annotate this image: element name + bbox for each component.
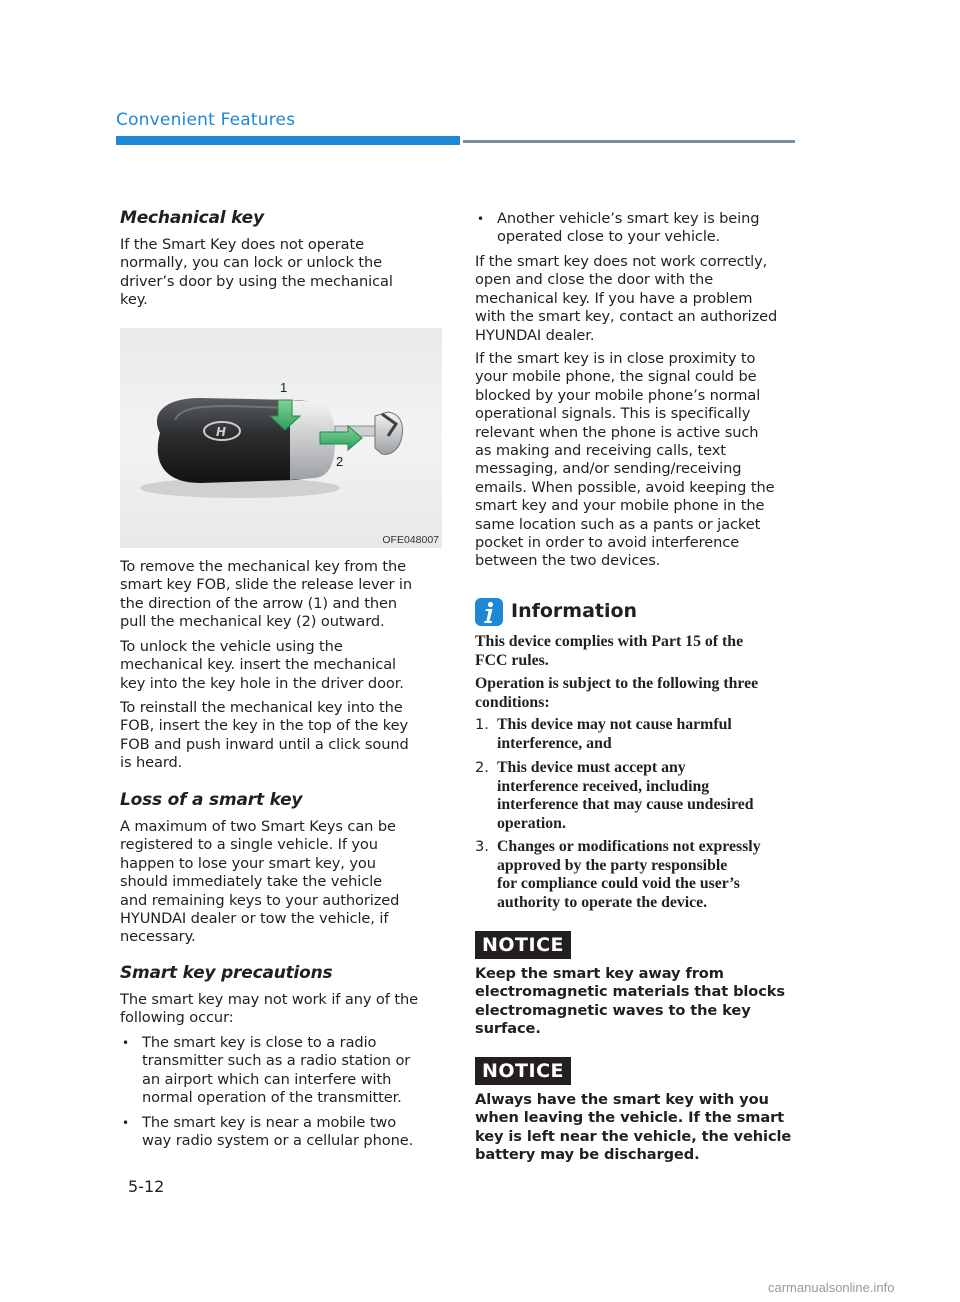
remove-key-paragraph: To remove the mechanical key from the smart key FOB, slide the release lever in the direction of the arrow (1) and then pull the mechanical key (2) outward. bbox=[120, 558, 413, 631]
condition-number: 3. bbox=[475, 838, 489, 855]
condition-number: 1. bbox=[475, 716, 489, 733]
loss-paragraph: A maximum of two Smart Keys can be registered to a single vehicle. If you happen to lose your smart key, you should immediately take the vehicle and remaining keys to your authorized HYUNDAI dealer or tow the vehicle, if necessary. bbox=[120, 818, 400, 946]
reinstall-paragraph: To reinstall the mechanical key into the FOB, insert the key in the top of the key FOB and push inward until a click sound is heard. bbox=[120, 699, 409, 772]
bullet-dot-icon: • bbox=[122, 1116, 129, 1130]
figure-label-1: 1 bbox=[280, 380, 288, 395]
condition-text: This device must accept any interference received, including interference that may cause undesired operation. bbox=[497, 759, 754, 832]
bullet-text: The smart key is close to a radio transmitter such as a radio station or an airport which can interfere with normal operation of the transmitter. bbox=[142, 1034, 411, 1107]
condition-text: This device may not cause harmful interference, and bbox=[497, 716, 732, 752]
bullet-dot-icon: • bbox=[477, 212, 484, 226]
header-accent-bar bbox=[116, 136, 460, 145]
bullet-mobile-radio bbox=[120, 1114, 452, 1151]
bullet-dot-icon: • bbox=[122, 1036, 129, 1050]
information-title: Information bbox=[511, 600, 638, 622]
condition-item-2 bbox=[475, 759, 807, 833]
heading-loss-of-smart-key: Loss of a smart key bbox=[120, 790, 303, 810]
condition-item-1 bbox=[475, 716, 807, 753]
section-title: Convenient Features bbox=[116, 110, 296, 130]
fcc-compliance-text: This device complies with Part 15 of the FCC rules. bbox=[475, 633, 744, 669]
condition-item-3 bbox=[475, 838, 807, 912]
notice-electromagnetic-text: Keep the smart key away from electromagnetic materials that blocks electromagnetic waves to the key surface. bbox=[475, 965, 785, 1038]
bullet-another-vehicle bbox=[475, 210, 817, 247]
precautions-intro: The smart key may not work if any of the following occur: bbox=[120, 991, 418, 1027]
header-rule bbox=[463, 140, 795, 143]
notice-badge: NOTICE bbox=[475, 931, 571, 959]
condition-number: 2. bbox=[475, 759, 489, 776]
watermark: carmanualsonline.info bbox=[768, 1280, 895, 1295]
information-icon bbox=[475, 598, 503, 626]
mobile-phone-paragraph: If the smart key is in close proximity to your mobile phone, the signal could be blocked by your mobile phone’s normal operational signals. This is specifically relevant when the phone is active such as making and receiving calls, text messaging, and/or sending/receiving emails. When possible, avoid keeping the smart key and your mobile phone in the same location such as a pants or jacket pocket in order to avoid interference between the two devices. bbox=[475, 350, 775, 570]
notice-badge: NOTICE bbox=[475, 1057, 571, 1085]
notice-battery-text: Always have the smart key with you when leaving the vehicle. If the smart key is left near the vehicle, the vehicle battery may be discharged. bbox=[475, 1091, 792, 1164]
operation-conditions-text: Operation is subject to the following three conditions: bbox=[475, 675, 759, 711]
heading-mechanical-key: Mechanical key bbox=[120, 208, 264, 228]
heading-smart-key-precautions: Smart key precautions bbox=[120, 963, 333, 983]
bullet-text: Another vehicle’s smart key is being operated close to your vehicle. bbox=[497, 210, 760, 246]
smart-key-illustration bbox=[120, 328, 442, 548]
page-number: 5-12 bbox=[128, 1177, 165, 1196]
figure-label-2: 2 bbox=[336, 454, 344, 469]
svg-text:H: H bbox=[216, 425, 227, 439]
mechanical-key-intro: If the Smart Key does not operate normally, you can lock or unlock the driver’s door by using the mechanical key. bbox=[120, 236, 393, 309]
unlock-paragraph: To unlock the vehicle using the mechanical key. insert the mechanical key into the key hole in the driver door. bbox=[120, 638, 404, 692]
figure-code: OFE048007 bbox=[382, 534, 439, 546]
smart-key-figure bbox=[120, 328, 442, 548]
not-working-paragraph: If the smart key does not work correctly, open and close the door with the mechanical key. If you have a problem with the smart key, contact an authorized HYUNDAI dealer. bbox=[475, 253, 778, 344]
bullet-text: The smart key is near a mobile two way radio system or a cellular phone. bbox=[142, 1114, 414, 1150]
bullet-radio-transmitter bbox=[120, 1034, 452, 1108]
condition-text: Changes or modifications not expressly approved by the party responsible for compliance could void the user’s authority to operate the device. bbox=[497, 838, 761, 911]
